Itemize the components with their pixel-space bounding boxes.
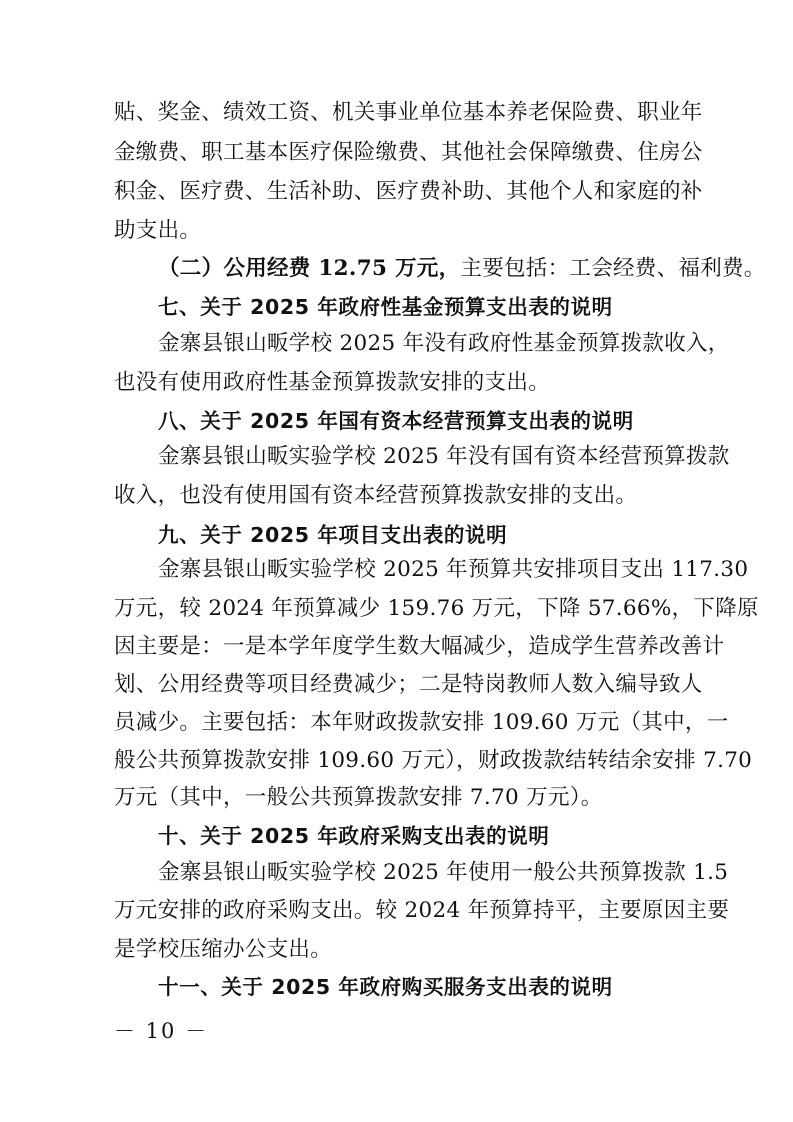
section-8-heading: 八、关于 2025 年国有资本经营预算支出表的说明 (158, 409, 634, 433)
body-text-line: 金缴费、职工基本医疗保险缴费、其他社会保障缴费、住房公 (114, 140, 703, 165)
body-text-line: 是学校压缩办公支出。 (114, 937, 333, 962)
body-text-line: 万元安排的政府采购支出。较 2024 年预算持平，主要原因主要 (114, 898, 730, 923)
section-9-heading: 九、关于 2025 年项目支出表的说明 (158, 523, 508, 547)
body-text-line: 积金、医疗费、生活补助、医疗费补助、其他个人和家庭的补 (114, 179, 703, 204)
body-text-line: 因主要是：一是本学年度学生数大幅减少，造成学生营养改善计 (114, 634, 725, 659)
public-funds-paragraph (158, 252, 766, 286)
body-text-line: 般公共预算拨款安排 109.60 万元），财政拨款结转结余安排 7.70 (114, 748, 753, 773)
body-text-line: 万元，较 2024 年预算减少 159.76 万元，下降 57.66%，下降原 (114, 596, 759, 621)
body-text-line: 金寨县银山畈学校 2025 年没有政府性基金预算拨款收入， (158, 331, 730, 356)
section-11-heading: 十一、关于 2025 年政府购买服务支出表的说明 (158, 975, 613, 999)
body-text-line: 金寨县银山畈实验学校 2025 年没有国有资本经营预算拨款 (158, 444, 730, 469)
page-number: － 10 － (114, 1019, 209, 1043)
body-text-line: 金寨县银山畈实验学校 2025 年使用一般公共预算拨款 1.5 (158, 860, 729, 885)
body-text-line: 划、公用经费等项目经费减少；二是特岗教师人数入编导致人 (114, 672, 703, 697)
public-funds-detail: 主要包括：工会经费、福利费。 (460, 256, 766, 281)
body-text-line: 金寨县银山畈实验学校 2025 年预算共安排项目支出 117.30 (158, 557, 749, 582)
body-text-line: 也没有使用政府性基金预算拨款安排的支出。 (114, 370, 551, 395)
body-text-line: 收入，也没有使用国有资本经营预算拨款安排的支出。 (114, 483, 638, 508)
public-funds-amount: （二）公用经费 12.75 万元， (158, 256, 461, 281)
body-text-line: 助支出。 (114, 218, 202, 243)
body-text-line: 员减少。主要包括：本年财政拨款安排 109.60 万元（其中，一 (114, 710, 729, 735)
body-text-line: 贴、奖金、绩效工资、机关事业单位基本养老保险费、职业年 (114, 100, 703, 125)
section-10-heading: 十、关于 2025 年政府采购支出表的说明 (158, 824, 550, 848)
body-text-line: 万元（其中，一般公共预算拨款安排 7.70 万元）。 (114, 785, 603, 810)
section-7-heading: 七、关于 2025 年政府性基金预算支出表的说明 (158, 295, 613, 319)
